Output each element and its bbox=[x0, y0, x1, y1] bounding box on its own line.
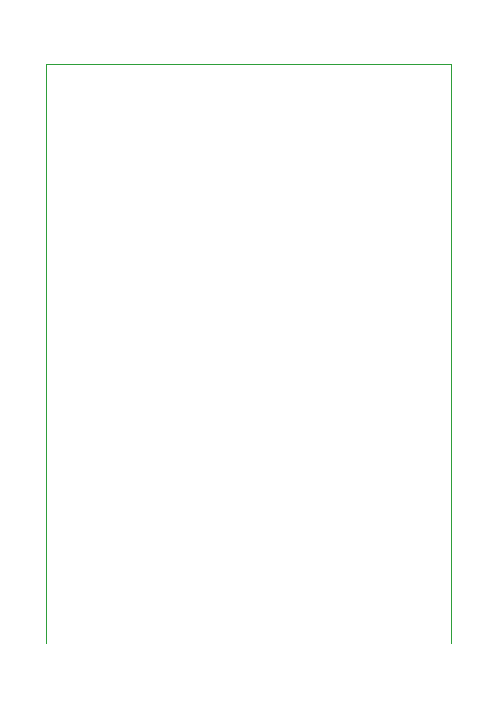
essay-frame bbox=[46, 64, 452, 644]
